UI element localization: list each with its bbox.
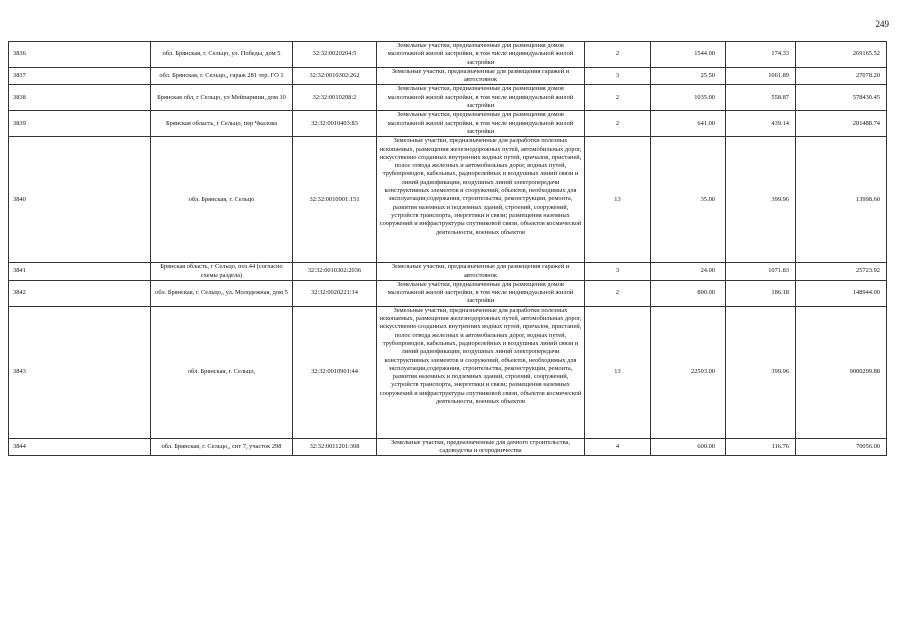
row-number: 3844 bbox=[9, 438, 151, 456]
address-cell: Брянская обл, г Сельцо, ул Мейпариши, дом 10 bbox=[151, 85, 293, 111]
address-cell: обл. Брянская, г. Сельцо, bbox=[151, 306, 293, 438]
cadastral-number-cell: 32:32:0010901:44 bbox=[293, 306, 377, 438]
land-use-purpose-cell: Земельные участки, предназначенные для размещения домов малоэтажной жилой застройки, в том числе индивидуальной жилой застройки bbox=[377, 42, 585, 68]
cadastral-value-cell: 269165.52 bbox=[796, 42, 887, 68]
use-group-cell: 2 bbox=[585, 280, 651, 306]
cadastral-number-cell: 32:32:0020221:14 bbox=[293, 280, 377, 306]
area-cell: 1544.00 bbox=[651, 42, 726, 68]
land-use-purpose-cell: Земельные участки, предназначенные для дачного строительства, садоводства и огородничества bbox=[377, 438, 585, 456]
cadastral-value-cell: 13998.60 bbox=[796, 137, 887, 263]
table-row bbox=[9, 85, 887, 111]
land-use-purpose-cell: Земельные участки, предназначенные для размещения домов малоэтажной жилой застройки, в том числе индивидуальной жилой застройки bbox=[377, 85, 585, 111]
cadastral-number-cell: 32:32:0010302:2036 bbox=[293, 263, 377, 281]
area-cell: 25.50 bbox=[651, 67, 726, 85]
row-number: 3840 bbox=[9, 137, 151, 263]
specific-cost-cell: 399.96 bbox=[726, 306, 796, 438]
address-cell: обл. Брянская, г. Сельцо, ул. Победы, дом 5 bbox=[151, 42, 293, 68]
address-cell: обл. Брянская, г. Сельцо bbox=[151, 137, 293, 263]
area-cell: 35.00 bbox=[651, 137, 726, 263]
table-row bbox=[9, 111, 887, 137]
land-use-purpose-cell: Земельные участки, предназначенные для размещения гаражей и автостоянок bbox=[377, 67, 585, 85]
table-row bbox=[9, 67, 887, 85]
cadastral-number-cell: 32:32:0010208:2 bbox=[293, 85, 377, 111]
address-cell: обл. Брянская, г. Сельцо,, гараж 281 тер. ГО 1 bbox=[151, 67, 293, 85]
cadastral-number-cell: 32:32:0010901:151 bbox=[293, 137, 377, 263]
table-row bbox=[9, 263, 887, 281]
use-group-cell: 2 bbox=[585, 42, 651, 68]
table-row bbox=[9, 306, 887, 438]
specific-cost-cell: 116.76 bbox=[726, 438, 796, 456]
cadastral-value-cell: 27078.20 bbox=[796, 67, 887, 85]
row-number: 3843 bbox=[9, 306, 151, 438]
table-row bbox=[9, 137, 887, 263]
land-use-purpose-cell: Земельные участки, предназначенные для разработки полезных ископаемых, размещения железнодорожных путей, автомобильных дорог, искусственно созданных внутренних водных путей, причалов, пристаней, полос отвода железных и автомобильных дорог, водных путей, трубопроводов, кабельных, радиорелейных и воздушных линий связи и линий радиофикации, воздушных линий электропередачи конструктивных элементов и сооружений, объектов, необходимых для эксплуатации,содержания, строительства, реконструкции, ремонта, развития наземных и подземных зданий, строений, сооружений, устройств транспорта, энергетики и связи; размещения наземных сооружений и инфраструктуры спутниковой связи, объектов космической деятельности, военных объектов bbox=[377, 137, 585, 263]
cadastral-number-cell: 32:32:0010302:262 bbox=[293, 67, 377, 85]
cadastral-value-cell: 9000299.88 bbox=[796, 306, 887, 438]
area-cell: 1035.00 bbox=[651, 85, 726, 111]
row-number: 3838 bbox=[9, 85, 151, 111]
use-group-cell: 4 bbox=[585, 438, 651, 456]
table-row bbox=[9, 438, 887, 456]
cadastral-value-cell: 25723.92 bbox=[796, 263, 887, 281]
specific-cost-cell: 1071.83 bbox=[726, 263, 796, 281]
table-row bbox=[9, 42, 887, 68]
specific-cost-cell: 186.18 bbox=[726, 280, 796, 306]
area-cell: 600.00 bbox=[651, 438, 726, 456]
use-group-cell: 2 bbox=[585, 85, 651, 111]
table-body bbox=[9, 42, 887, 456]
specific-cost-cell: 439.14 bbox=[726, 111, 796, 137]
address-cell: Брянская область, г Сельцо, пер Чкалова bbox=[151, 111, 293, 137]
cadastral-value-cell: 70056.00 bbox=[796, 438, 887, 456]
use-group-cell: 2 bbox=[585, 111, 651, 137]
row-number: 3842 bbox=[9, 280, 151, 306]
cadastral-value-cell: 148944.00 bbox=[796, 280, 887, 306]
use-group-cell: 13 bbox=[585, 306, 651, 438]
row-number: 3837 bbox=[9, 67, 151, 85]
specific-cost-cell: 558.87 bbox=[726, 85, 796, 111]
row-number: 3841 bbox=[9, 263, 151, 281]
land-use-purpose-cell: Земельные участки, предназначенные для размещения гаражей и автостоянок bbox=[377, 263, 585, 281]
land-use-purpose-cell: Земельные участки, предназначенные для размещения домов малоэтажной жилой застройки, в том числе индивидуальной жилой застройки bbox=[377, 280, 585, 306]
specific-cost-cell: 399.96 bbox=[726, 137, 796, 263]
row-number: 3836 bbox=[9, 42, 151, 68]
cadastral-value-cell: 281488.74 bbox=[796, 111, 887, 137]
page-number: 249 bbox=[875, 19, 889, 29]
land-use-purpose-cell: Земельные участки, предназначенные для размещения домов малоэтажной жилой застройки, в том числе индивидуальной жилой застройки bbox=[377, 111, 585, 137]
specific-cost-cell: 1061.89 bbox=[726, 67, 796, 85]
specific-cost-cell: 174.33 bbox=[726, 42, 796, 68]
area-cell: 24.00 bbox=[651, 263, 726, 281]
use-group-cell: 3 bbox=[585, 67, 651, 85]
address-cell: обл. Брянская, г. Сельцо,, ул. Молодежная, дом 5 bbox=[151, 280, 293, 306]
area-cell: 800.00 bbox=[651, 280, 726, 306]
table-row bbox=[9, 280, 887, 306]
cadastral-number-cell: 32:32:0010403:83 bbox=[293, 111, 377, 137]
area-cell: 22503.00 bbox=[651, 306, 726, 438]
use-group-cell: 3 bbox=[585, 263, 651, 281]
cadastral-number-cell: 32:32:0011201:308 bbox=[293, 438, 377, 456]
cadastral-value-cell: 578430.45 bbox=[796, 85, 887, 111]
address-cell: Брянская область, г Сельцо, поз.44 (согласно схемы раздела) bbox=[151, 263, 293, 281]
area-cell: 641.00 bbox=[651, 111, 726, 137]
cadastral-number-cell: 32:32:0020204:5 bbox=[293, 42, 377, 68]
use-group-cell: 13 bbox=[585, 137, 651, 263]
land-registry-table bbox=[8, 41, 887, 456]
address-cell: обл. Брянская, г. Сельцо,, снт 7, участок 298 bbox=[151, 438, 293, 456]
row-number: 3839 bbox=[9, 111, 151, 137]
land-use-purpose-cell: Земельные участки, предназначенные для разработки полезных ископаемых, размещения железнодорожных путей, автомобильных дорог, искусственно созданных внутренних водных путей, причалов, пристаней, полос отвода железных и автомобильных дорог, водных путей, трубопроводов, кабельных, радиорелейных и воздушных линий связи и линий радиофикации, воздушных линий электропередачи конструктивных элементов и сооружений, объектов, необходимых для эксплуатации,содержания, строительства, реконструкции, ремонта, развития наземных и подземных зданий, строений, сооружений, устройств транспорта, энергетики и связи; размещения наземных сооружений и инфраструктуры спутниковой связи, объектов космической деятельности, военных объектов bbox=[377, 306, 585, 438]
